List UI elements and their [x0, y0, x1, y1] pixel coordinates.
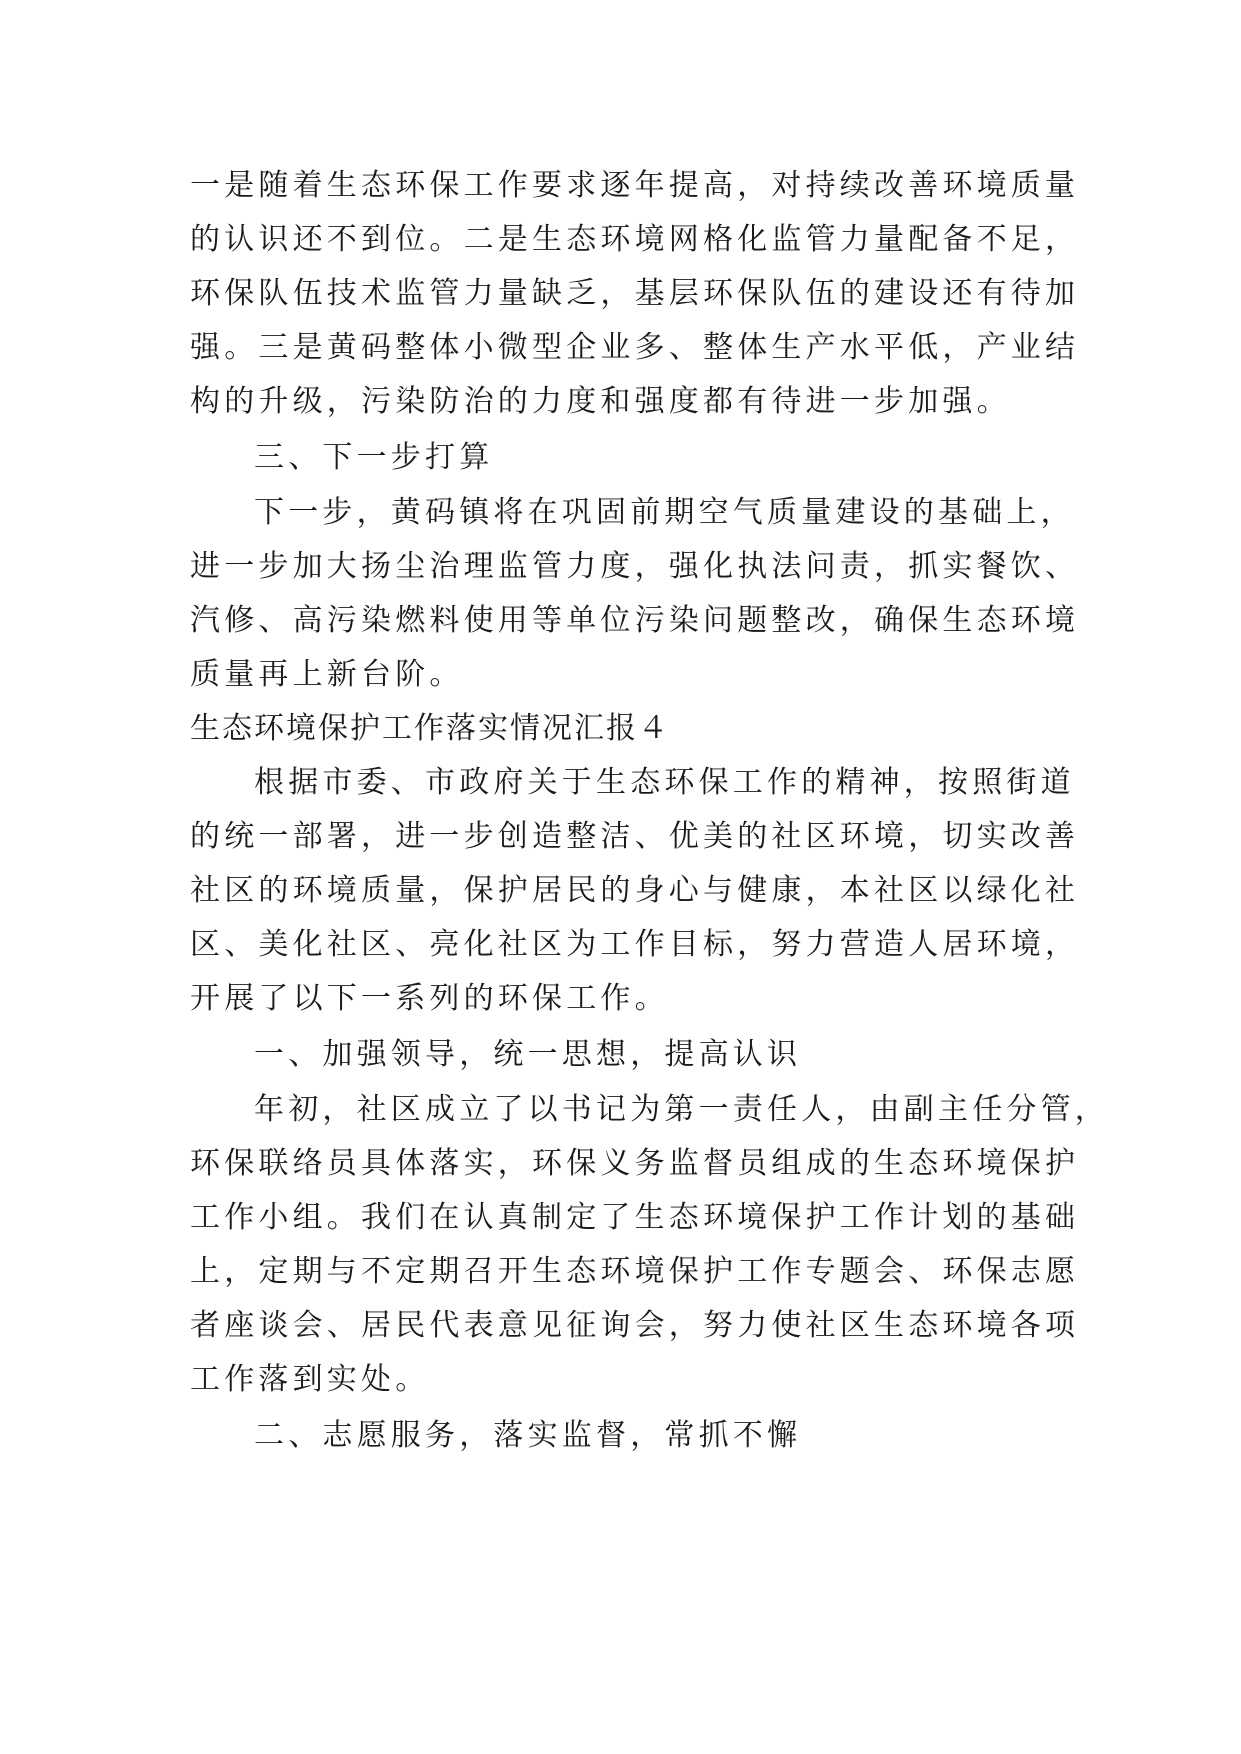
paragraph-line: 一是随着生态环保工作要求逐年提高，对持续改善环境质量	[190, 168, 1080, 203]
paragraph-line: 强。三是黄码整体小微型企业多、整体生产水平低，产业结	[190, 330, 1080, 365]
paragraph-line: 环保联络员具体落实，环保义务监督员组成的生态环境保护	[190, 1146, 1080, 1181]
paragraph-line: 质量再上新台阶。	[190, 657, 464, 692]
paragraph-line: 构的升级，污染防治的力度和强度都有待进一步加强。	[190, 384, 1011, 419]
section-heading: 一、加强领导，统一思想，提高认识	[254, 1037, 802, 1072]
paragraph-line: 汽修、高污染燃料使用等单位污染问题整改，确保生态环境	[190, 603, 1080, 638]
paragraph-line: 年初，社区成立了以书记为第一责任人，由副主任分管，	[254, 1092, 1109, 1127]
paragraph-line: 的认识还不到位。二是生态环境网格化监管力量配备不足，	[190, 222, 1080, 257]
paragraph-line: 的统一部署，进一步创造整洁、优美的社区环境，切实改善	[190, 819, 1080, 854]
paragraph-line: 社区的环境质量，保护居民的身心与健康，本社区以绿化社	[190, 873, 1080, 908]
paragraph-line: 者座谈会、居民代表意见征询会，努力使社区生态环境各项	[190, 1308, 1080, 1343]
paragraph-line: 区、美化社区、亮化社区为工作目标，努力营造人居环境，	[190, 927, 1080, 962]
paragraph-line: 根据市委、市政府关于生态环保工作的精神，按照街道	[254, 765, 1075, 800]
paragraph-line: 上，定期与不定期召开生态环境保护工作专题会、环保志愿	[190, 1254, 1080, 1289]
report-title: 生态环境保护工作落实情况汇报４	[190, 711, 670, 746]
paragraph-line: 下一步，黄码镇将在巩固前期空气质量建设的基础上，	[254, 495, 1075, 530]
paragraph-line: 开展了以下一系列的环保工作。	[190, 981, 669, 1016]
section-heading: 三、下一步打算	[254, 440, 494, 475]
paragraph-line: 进一步加大扬尘治理监管力度，强化执法问责，抓实餐饮、	[190, 549, 1080, 584]
section-heading: 二、志愿服务，落实监督，常抓不懈	[254, 1418, 802, 1453]
paragraph-line: 环保队伍技术监管力量缺乏，基层环保队伍的建设还有待加	[190, 276, 1080, 311]
paragraph-line: 工作小组。我们在认真制定了生态环境保护工作计划的基础	[190, 1200, 1080, 1235]
paragraph-line: 工作落到实处。	[190, 1362, 430, 1397]
